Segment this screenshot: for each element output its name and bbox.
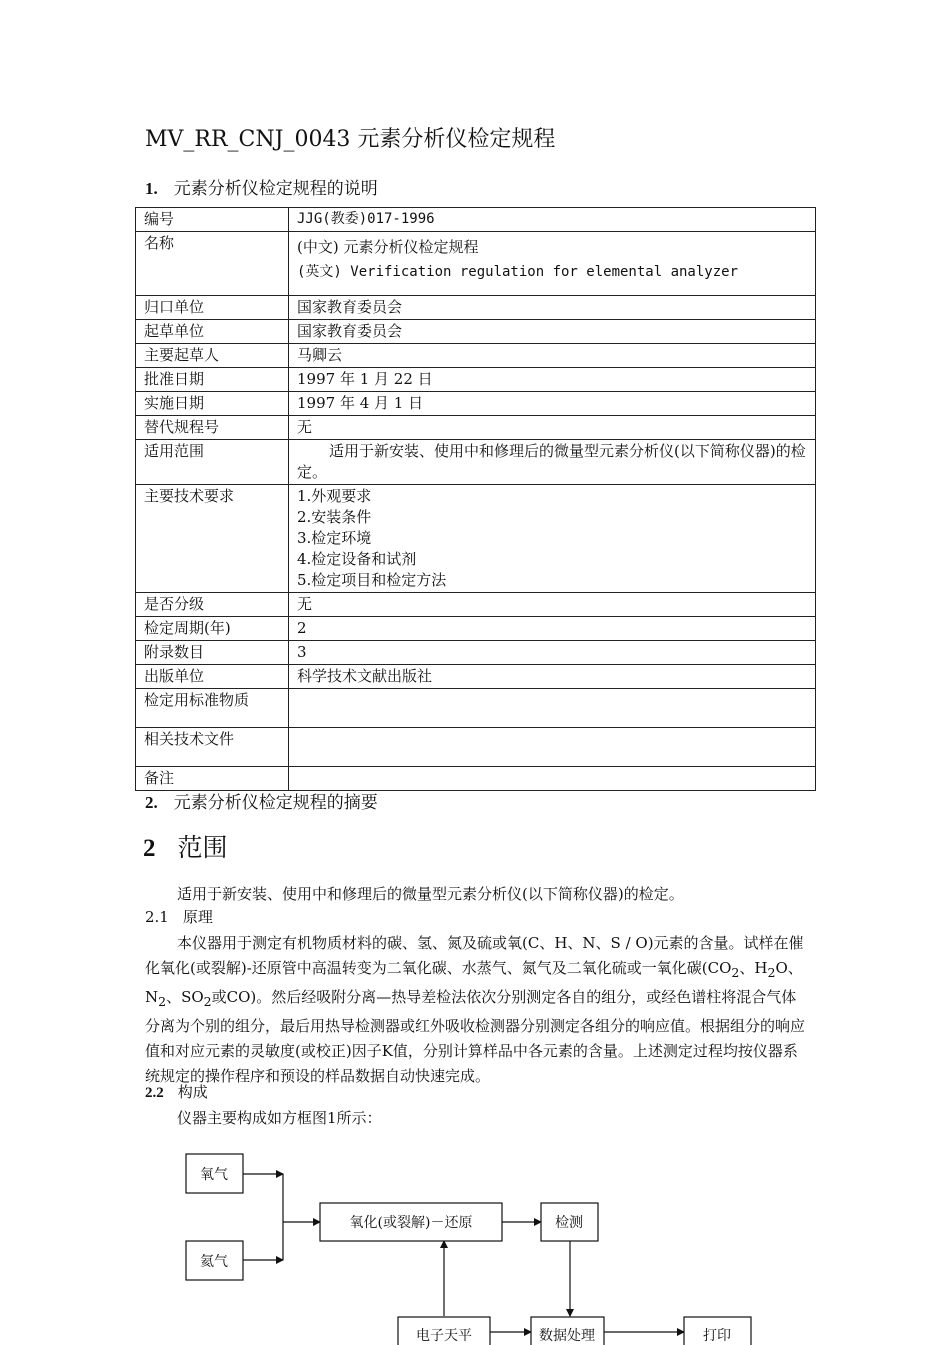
composition-intro: 仪器主要构成如方框图1所示： — [177, 1109, 382, 1127]
name-en: (英文) Verification regulation for elemental analyzer — [297, 264, 739, 280]
table-row — [136, 208, 816, 232]
row-value — [289, 232, 816, 296]
row-key: 备注 — [136, 767, 289, 791]
row-key: 相关技术文件 — [136, 728, 289, 767]
row-value — [289, 689, 816, 728]
table-row — [136, 641, 816, 665]
formula-co2: CO — [707, 959, 732, 977]
row-key: 起草单位 — [136, 320, 289, 344]
row-key: 是否分级 — [136, 593, 289, 617]
row-value: 2 — [289, 617, 816, 641]
table-row — [136, 728, 816, 767]
subsection-number: 2.1 — [145, 908, 169, 926]
heading-title: 范围 — [177, 833, 228, 862]
row-value: 适用于新安装、使用中和修理后的微量型元素分析仪(以下简称仪器)的检定。 — [289, 440, 816, 485]
row-value: 马卿云 — [289, 344, 816, 368]
scope-paragraph: 适用于新安装、使用中和修理后的微量型元素分析仪(以下简称仪器)的检定。 — [177, 885, 684, 903]
table-row — [136, 617, 816, 641]
section-number: 2. — [145, 793, 158, 812]
subsection-number: 2.2 — [145, 1085, 164, 1101]
principle-paragraph — [145, 931, 808, 1089]
formula-so2: SO — [181, 988, 204, 1006]
row-key: 附录数目 — [136, 641, 289, 665]
section-1-heading — [145, 174, 378, 199]
print-label: 打印 — [703, 1328, 731, 1344]
subsection-2-2 — [145, 1081, 208, 1102]
subscript: 2 — [158, 994, 167, 1009]
table-row — [136, 344, 816, 368]
principle-text: 本仪器用于测定有机物质材料的碳、氢、氮及硫或氧(C、H、N、S / O)元素的含量。试样在催化氧化(或裂解)-还原管中高温转变为二氧化碳、水蒸气、氮气及二氧化硫或一氧化碳( — [145, 934, 804, 977]
row-value: JJG(教委)017-1996 — [289, 208, 816, 232]
section-2-heading — [145, 788, 378, 813]
subsection-title: 原理 — [182, 908, 213, 926]
table-row — [136, 368, 816, 392]
row-value — [289, 767, 816, 791]
row-key: 适用范围 — [136, 440, 289, 485]
row-value — [289, 728, 816, 767]
formula-h2o: H — [754, 959, 768, 977]
subscript: 2 — [731, 965, 740, 980]
section-title: 元素分析仪检定规程的说明 — [173, 179, 378, 199]
oxygen-label: 氧气 — [200, 1167, 228, 1183]
table-row — [136, 767, 816, 791]
subscript: 2 — [767, 965, 776, 980]
row-key: 检定周期(年) — [136, 617, 289, 641]
table-row — [136, 440, 816, 485]
row-value: 无 — [289, 593, 816, 617]
row-key: 批准日期 — [136, 368, 289, 392]
table-row — [136, 485, 816, 593]
row-key: 名称 — [136, 232, 289, 296]
list-item: 2.安装条件 — [297, 508, 372, 526]
formula-n2: N — [145, 988, 159, 1006]
document-title: MV_RR_CNJ_0043 元素分析仪检定规程 — [145, 127, 556, 152]
detect-label: 检测 — [555, 1215, 583, 1231]
principle-text: 或CO)。然后经吸附分离—热导差检法依次分别测定各自的组分，或经色谱柱将混合气体分离为个别的组分，最后用热导检测器或红外吸收检测器分别测定各组分的响应值。根据组分的响应值和对应元素的灵敏度(或校正)因子K值，分别计算样品中各元素的含量。上述测定过程均按仪器系统规定的操作程序和预设的样品数据自动快速完成。 — [145, 988, 806, 1085]
table-row — [136, 593, 816, 617]
row-key: 检定用标准物质 — [136, 689, 289, 728]
table-row — [136, 689, 816, 728]
row-key: 编号 — [136, 208, 289, 232]
row-key: 归口单位 — [136, 296, 289, 320]
row-key: 替代规程号 — [136, 416, 289, 440]
name-cn: (中文) 元素分析仪检定规程 — [297, 238, 479, 256]
row-key: 主要起草人 — [136, 344, 289, 368]
section-title: 元素分析仪检定规程的摘要 — [173, 793, 378, 813]
list-item: 3.检定环境 — [297, 529, 372, 547]
balance-label: 电子天平 — [416, 1328, 472, 1344]
table-row — [136, 232, 816, 296]
row-value: 1997 年 4 月 1 日 — [289, 392, 816, 416]
row-value: 无 — [289, 416, 816, 440]
formula-o: O、 — [775, 959, 803, 977]
list-item: 4.检定设备和试剂 — [297, 550, 417, 568]
subsection-2-1 — [145, 906, 213, 927]
process-label: 数据处理 — [539, 1328, 595, 1344]
separator: 、 — [166, 988, 182, 1006]
row-key: 实施日期 — [136, 392, 289, 416]
helium-label: 氦气 — [200, 1254, 228, 1270]
row-key: 出版单位 — [136, 665, 289, 689]
table-row — [136, 416, 816, 440]
table-row — [136, 320, 816, 344]
heading-number: 2 — [143, 835, 156, 862]
section-number: 1. — [145, 179, 158, 198]
row-value: 1997 年 1 月 22 日 — [289, 368, 816, 392]
row-key: 主要技术要求 — [136, 485, 289, 593]
scope-heading — [143, 828, 228, 864]
block-diagram — [0, 1140, 950, 1345]
table-row — [136, 392, 816, 416]
row-value: 科学技术文献出版社 — [289, 665, 816, 689]
table-row — [136, 296, 816, 320]
row-value: 国家教育委员会 — [289, 296, 816, 320]
list-item: 5.检定项目和检定方法 — [297, 571, 447, 589]
row-value: 国家教育委员会 — [289, 320, 816, 344]
subsection-title: 构成 — [177, 1083, 208, 1101]
separator: 、 — [739, 959, 755, 977]
subscript: 2 — [203, 994, 212, 1009]
list-item: 1.外观要求 — [297, 487, 372, 505]
row-value — [289, 485, 816, 593]
reactor-label: 氧化(或裂解)－还原 — [349, 1215, 473, 1231]
table-row — [136, 665, 816, 689]
row-value: 3 — [289, 641, 816, 665]
info-table — [135, 207, 816, 791]
